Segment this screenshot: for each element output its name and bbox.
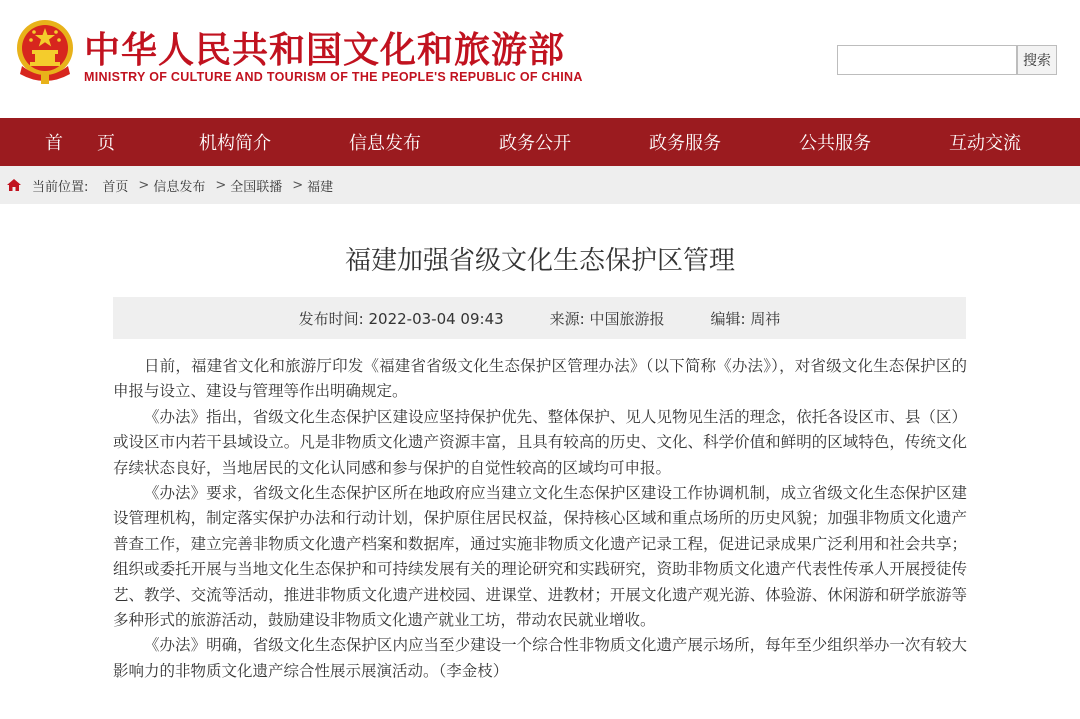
breadcrumb-separator: > bbox=[138, 177, 150, 193]
nav-item-public-services[interactable]: 公共服务 bbox=[799, 133, 871, 154]
nav-item-interaction[interactable]: 互动交流 bbox=[949, 133, 1021, 154]
breadcrumb-news[interactable]: 信息发布 bbox=[153, 179, 206, 195]
nav-item-home[interactable]: 首页 bbox=[45, 133, 149, 154]
publish-time: 发布时间: 2022-03-04 09:43 bbox=[298, 309, 504, 328]
breadcrumb-separator: > bbox=[292, 177, 304, 193]
nav-item-government-services[interactable]: 政务服务 bbox=[649, 133, 721, 154]
nav-item-government-affairs[interactable]: 政务公开 bbox=[499, 133, 571, 154]
breadcrumb-fujian[interactable]: 福建 bbox=[307, 179, 334, 195]
article-source: 来源: 中国旅游报 bbox=[549, 309, 665, 328]
nav-item-news[interactable]: 信息发布 bbox=[349, 133, 421, 154]
site-subtitle: MINISTRY OF CULTURE AND TOURISM OF THE PEOPLE'S REPUBLIC OF CHINA bbox=[84, 70, 583, 84]
paragraph: 《办法》要求，省级文化生态保护区所在地政府应当建立文化生态保护区建设工作协调机制，成立省级文化生态保护区建设管理机构，制定落实保护办法和行动计划，保护原住居民权益，保持核心区域和重点场所的历史风貌；加强非物质文化遗产普查工作，建立完善非物质文化遗产档案和数据库，通过实施非物质文化遗产记录工程，促进记录成果广泛利用和社会共享；组织或委托开展与当地文化生态保护和可持续发展有关的理论研究和实践研究，资助非物质文化遗产代表性传承人开展授徒传艺、教学、交流等活动，推进非物质文化遗产进校园、进课堂、进教材；开展文化遗产观光游、体验游、休闲游和研学旅游等多种形式的旅游活动，鼓励建设非物质文化遗产就业工坊，带动农民就业增收。 bbox=[113, 484, 967, 630]
article-title: 福建加强省级文化生态保护区管理 bbox=[344, 246, 735, 276]
home-icon bbox=[6, 178, 22, 192]
breadcrumb-separator: > bbox=[215, 177, 227, 193]
article-body bbox=[113, 354, 967, 684]
paragraph: 日前，福建省文化和旅游厅印发《福建省省级文化生态保护区管理办法》（以下简称《办法》），对省级文化生态保护区的申报与设立、建设与管理等作出明确规定。 bbox=[113, 357, 967, 401]
site-title: 中华人民共和国文化和旅游部 bbox=[84, 30, 566, 71]
main-nav bbox=[0, 118, 1080, 166]
breadcrumb-national-broadcast[interactable]: 全国联播 bbox=[230, 179, 283, 195]
site-header bbox=[0, 0, 1080, 118]
breadcrumb-label: 当前位置: bbox=[32, 179, 89, 195]
national-emblem-icon[interactable] bbox=[14, 18, 76, 84]
nav-item-about[interactable]: 机构简介 bbox=[199, 133, 271, 154]
search-button[interactable]: 搜索 bbox=[1017, 45, 1057, 75]
paragraph: 《办法》指出，省级文化生态保护区建设应坚持保护优先、整体保护、见人见物见生活的理念，依托各设区市、县（区）或设区市内若干县域设立。凡是非物质文化遗产资源丰富，且具有较高的历史、文化、科学价值和鲜明的区域特色，传统文化存续状态良好，当地居民的文化认同感和参与保护的自觉性较高的区域均可申报。 bbox=[113, 407, 967, 477]
paragraph: 《办法》明确，省级文化生态保护区内应当至少建设一个综合性非物质文化遗产展示场所，每年至少组织举办一次有较大影响力的非物质文化遗产综合性展示展演活动。（李金枝） bbox=[113, 636, 967, 680]
breadcrumb bbox=[0, 166, 1080, 204]
article-meta bbox=[113, 297, 966, 339]
article-editor: 编辑: 周祎 bbox=[710, 309, 781, 328]
search-input[interactable] bbox=[837, 45, 1017, 75]
breadcrumb-home[interactable]: 首页 bbox=[102, 179, 129, 195]
